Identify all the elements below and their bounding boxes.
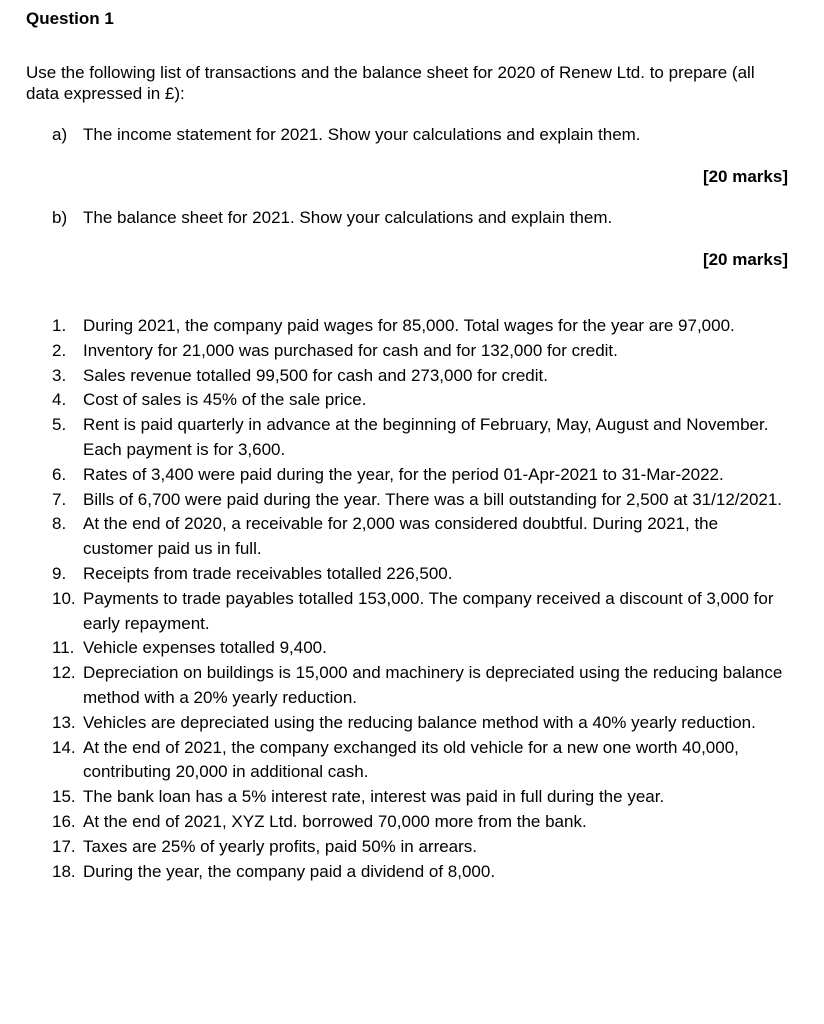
list-item-number: 13. <box>52 712 76 732</box>
part-a-letter: a) <box>52 125 68 144</box>
list-item <box>52 711 787 736</box>
list-item-number: 6. <box>52 464 67 484</box>
list-item-text: The bank loan has a 5% interest rate, interest was paid in full during the year. <box>83 787 665 807</box>
question-title: Question 1 <box>26 9 114 28</box>
list-item <box>52 562 787 587</box>
list-item-text: Taxes are 25% of yearly profits, paid 50% in arrears. <box>83 836 478 856</box>
list-item <box>52 488 787 513</box>
list-item-text: Rates of 3,400 were paid during the year, for the period 01-Apr-2021 to 31-Mar-2022. <box>83 464 724 484</box>
list-item-number: 9. <box>52 563 67 583</box>
list-item-text: Rent is paid quarterly in advance at the beginning of February, May, August and November. Each payment is for 3,600. <box>83 415 769 459</box>
list-item-number: 10. <box>52 588 76 608</box>
list-item <box>52 636 787 661</box>
list-item <box>52 388 787 413</box>
list-item-number: 18. <box>52 861 76 881</box>
list-item <box>52 860 787 885</box>
part-b <box>52 207 752 228</box>
list-item-text: Bills of 6,700 were paid during the year. There was a bill outstanding for 2,500 at 31/12/2021. <box>83 489 783 509</box>
list-item-number: 14. <box>52 737 76 757</box>
list-item-number: 2. <box>52 340 67 360</box>
list-item-number: 16. <box>52 811 76 831</box>
part-b-marks: [20 marks] <box>702 250 788 269</box>
part-a-text: The income statement for 2021. Show your calculations and explain them. <box>83 125 641 144</box>
list-item <box>52 339 787 364</box>
list-item-text: Vehicles are depreciated using the reducing balance method with a 40% yearly reduction. <box>83 712 756 732</box>
list-item-number: 12. <box>52 663 76 683</box>
list-item-number: 3. <box>52 365 67 385</box>
question-intro: Use the following list of transactions and the balance sheet for 2020 of Renew Ltd. to prepare (all data expressed in £): <box>26 63 755 103</box>
list-item-text: At the end of 2020, a receivable for 2,000 was considered doubtful. During 2021, the customer paid us in full. <box>83 514 719 559</box>
list-item-text: Sales revenue totalled 99,500 for cash and 273,000 for credit. <box>83 365 548 385</box>
list-item-text: Depreciation on buildings is 15,000 and machinery is depreciated using the reducing balance method with a 20% yearly reduction. <box>83 663 783 707</box>
part-b-text: The balance sheet for 2021. Show your calculations and explain them. <box>83 208 613 227</box>
list-item <box>52 736 787 786</box>
list-item-number: 5. <box>52 415 67 435</box>
list-item-text: At the end of 2021, XYZ Ltd. borrowed 70,000 more from the bank. <box>83 811 587 831</box>
list-item-text: Vehicle expenses totalled 9,400. <box>83 638 327 658</box>
list-item-number: 4. <box>52 390 67 410</box>
list-item-text: During 2021, the company paid wages for 85,000. Total wages for the year are 97,000. <box>83 316 735 335</box>
list-item <box>52 835 787 860</box>
list-item-number: 1. <box>52 316 67 335</box>
list-item <box>52 364 787 389</box>
list-item-number: 11. <box>52 638 75 658</box>
list-item-text: Receipts from trade receivables totalled 226,500. <box>83 563 453 583</box>
list-item <box>52 810 787 835</box>
list-item-text: Inventory for 21,000 was purchased for cash and for 132,000 for credit. <box>83 340 618 360</box>
list-item <box>52 463 787 488</box>
list-item-number: 15. <box>52 787 76 807</box>
list-item <box>52 661 787 711</box>
part-a <box>52 124 752 145</box>
part-b-letter: b) <box>52 208 68 227</box>
list-item-number: 8. <box>52 514 67 534</box>
list-item <box>52 785 787 810</box>
list-item <box>52 512 787 562</box>
list-item-text: Cost of sales is 45% of the sale price. <box>83 390 367 410</box>
list-item <box>52 587 787 637</box>
list-item <box>52 314 787 339</box>
list-item-number: 17. <box>52 836 76 856</box>
part-a-marks: [20 marks] <box>702 167 788 186</box>
list-item-text: At the end of 2021, the company exchanged its old vehicle for a new one worth 40,000, contributing 20,000 in additional cash. <box>83 737 739 782</box>
transaction-list <box>52 314 787 884</box>
list-item-text: During the year, the company paid a dividend of 8,000. <box>83 861 496 881</box>
list-item <box>52 413 787 463</box>
list-item-number: 7. <box>52 489 67 509</box>
list-item-text: Payments to trade payables totalled 153,000. The company received a discount of 3,000 for early repayment. <box>83 588 774 633</box>
